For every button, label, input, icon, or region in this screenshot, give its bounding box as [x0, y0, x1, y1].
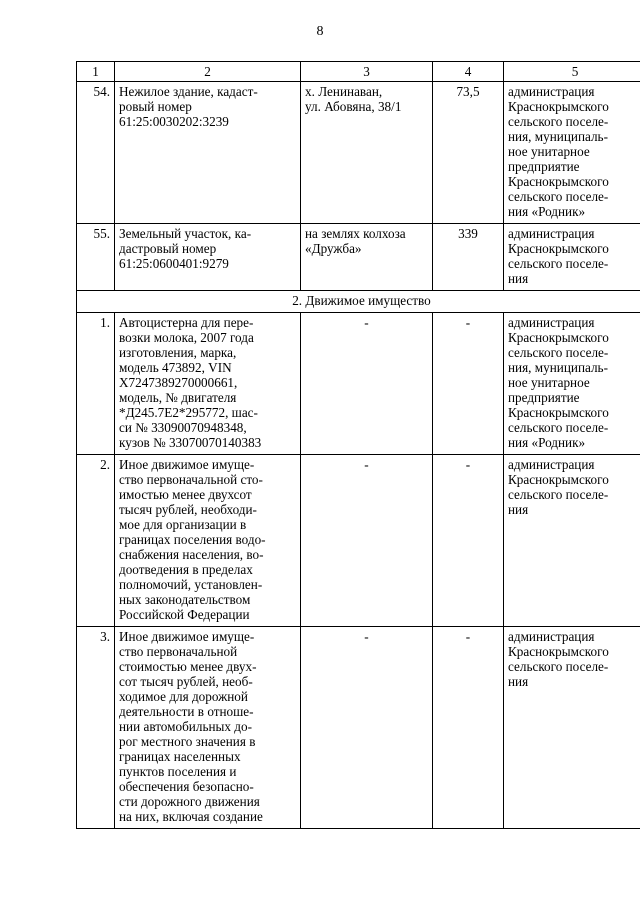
text-line: на них, включая создание [119, 809, 263, 824]
text-line: предприятие [508, 390, 580, 405]
text-line: пунктов поселения и [119, 764, 237, 779]
text-line: дастровый номер [119, 241, 217, 256]
table-row [77, 224, 640, 291]
text-line: стоимостью менее двух- [119, 659, 257, 674]
text-line: ровый номер [119, 99, 192, 114]
property-registry-table [76, 61, 640, 829]
text-line: Краснокрымского [508, 472, 609, 487]
property-area: 339 [433, 224, 504, 291]
text-line: предприятие [508, 159, 580, 174]
row-number: 2. [77, 455, 115, 627]
text-line: сельского поселе- [508, 345, 609, 360]
text-line: администрация [508, 226, 595, 241]
text-line: ния «Родник» [508, 435, 586, 450]
column-header-4: 4 [433, 62, 504, 82]
text-line: деятельности в отноше- [119, 704, 254, 719]
text-line: границах поселения водо- [119, 532, 266, 547]
row-number: 3. [77, 627, 115, 829]
text-line: ния «Родник» [508, 204, 586, 219]
text-line: рог местного значения в [119, 734, 256, 749]
text-line: ное унитарное [508, 375, 590, 390]
text-line: полномочий, установлен- [119, 577, 263, 592]
row-number: 54. [77, 82, 115, 224]
text-line: Краснокрымского [508, 644, 609, 659]
text-line: Краснокрымского [508, 330, 609, 345]
property-name [115, 627, 301, 829]
text-line: администрация [508, 629, 595, 644]
column-header-1: 1 [77, 62, 115, 82]
text-line: модель, № двигателя [119, 390, 237, 405]
property-name [115, 82, 301, 224]
text-line: Краснокрымского [508, 241, 609, 256]
text-line: сельского поселе- [508, 659, 609, 674]
property-address: - [301, 627, 433, 829]
row-number: 55. [77, 224, 115, 291]
text-line: снабжения населения, во- [119, 547, 264, 562]
text-line: администрация [508, 84, 595, 99]
text-line: си № 33090070948348, [119, 420, 247, 435]
table-header-row [77, 62, 640, 82]
property-area: 73,5 [433, 82, 504, 224]
table-row [77, 82, 640, 224]
text-line: сельского поселе- [508, 256, 609, 271]
text-line: кузов № 33070070140383 [119, 435, 262, 450]
property-address: - [301, 313, 433, 455]
text-line: сельского поселе- [508, 487, 609, 502]
property-address [301, 224, 433, 291]
property-holder [504, 627, 640, 829]
row-number: 1. [77, 313, 115, 455]
text-line: ния [508, 502, 529, 517]
property-holder [504, 82, 640, 224]
section-row [77, 291, 640, 313]
text-line: Иное движимое имуще- [119, 457, 255, 472]
text-line: администрация [508, 315, 595, 330]
property-name [115, 224, 301, 291]
text-line: ния, муниципаль- [508, 360, 608, 375]
text-line: ство первоначальной [119, 644, 238, 659]
text-line: Иное движимое имуще- [119, 629, 255, 644]
text-line: сот тысяч рублей, необ- [119, 674, 253, 689]
property-name [115, 313, 301, 455]
text-line: имостью менее двухсот [119, 487, 252, 502]
text-line: ул. Абовяна, 38/1 [305, 99, 402, 114]
text-line: сельского поселе- [508, 114, 609, 129]
text-line: «Дружба» [305, 241, 362, 256]
text-line: границах населенных [119, 749, 241, 764]
table-row [77, 627, 640, 829]
text-line: обеспечения безопасно- [119, 779, 254, 794]
column-header-2: 2 [115, 62, 301, 82]
text-line: 61:25:0030202:3239 [119, 114, 229, 129]
property-holder [504, 224, 640, 291]
page-number: 8 [316, 24, 324, 39]
column-header-5: 5 [504, 62, 640, 82]
text-line: тысяч рублей, необходи- [119, 502, 257, 517]
text-line: ных законодательством [119, 592, 251, 607]
text-line: ходимое для дорожной [119, 689, 248, 704]
property-name [115, 455, 301, 627]
text-line: возки молока, 2007 года [119, 330, 254, 345]
property-holder [504, 313, 640, 455]
text-line: ство первоначальной сто- [119, 472, 263, 487]
text-line: ное унитарное [508, 144, 590, 159]
text-line: нии автомобильных до- [119, 719, 252, 734]
text-line: изготовления, марка, [119, 345, 237, 360]
property-address [301, 82, 433, 224]
text-line: администрация [508, 457, 595, 472]
property-area: - [433, 455, 504, 627]
text-line: мое для организации в [119, 517, 247, 532]
text-line: сельского поселе- [508, 189, 609, 204]
text-line: ния [508, 674, 529, 689]
text-line: сти дорожного движения [119, 794, 260, 809]
text-line: модель 473892, VIN [119, 360, 232, 375]
text-line: Краснокрымского [508, 174, 609, 189]
text-line: 61:25:0600401:9279 [119, 256, 229, 271]
section-title: 2. Движимое имущество [77, 291, 640, 313]
table-row [77, 313, 640, 455]
text-line: Земельный участок, ка- [119, 226, 252, 241]
text-line: Нежилое здание, кадаст- [119, 84, 258, 99]
text-line: на землях колхоза [305, 226, 406, 241]
text-line: ния [508, 271, 529, 286]
text-line: Краснокрымского [508, 99, 609, 114]
text-line: ния, муниципаль- [508, 129, 608, 144]
text-line: Российской Федерации [119, 607, 250, 622]
property-holder [504, 455, 640, 627]
property-address: - [301, 455, 433, 627]
text-line: Краснокрымского [508, 405, 609, 420]
column-header-3: 3 [301, 62, 433, 82]
property-area: - [433, 627, 504, 829]
text-line: доотведения в пределах [119, 562, 253, 577]
text-line: X7247389270000661, [119, 375, 238, 390]
table-row [77, 455, 640, 627]
property-area: - [433, 313, 504, 455]
text-line: сельского поселе- [508, 420, 609, 435]
text-line: х. Ленинаван, [305, 84, 383, 99]
text-line: Автоцистерна для пере- [119, 315, 254, 330]
text-line: *Д245.7Е2*295772, шас- [119, 405, 258, 420]
